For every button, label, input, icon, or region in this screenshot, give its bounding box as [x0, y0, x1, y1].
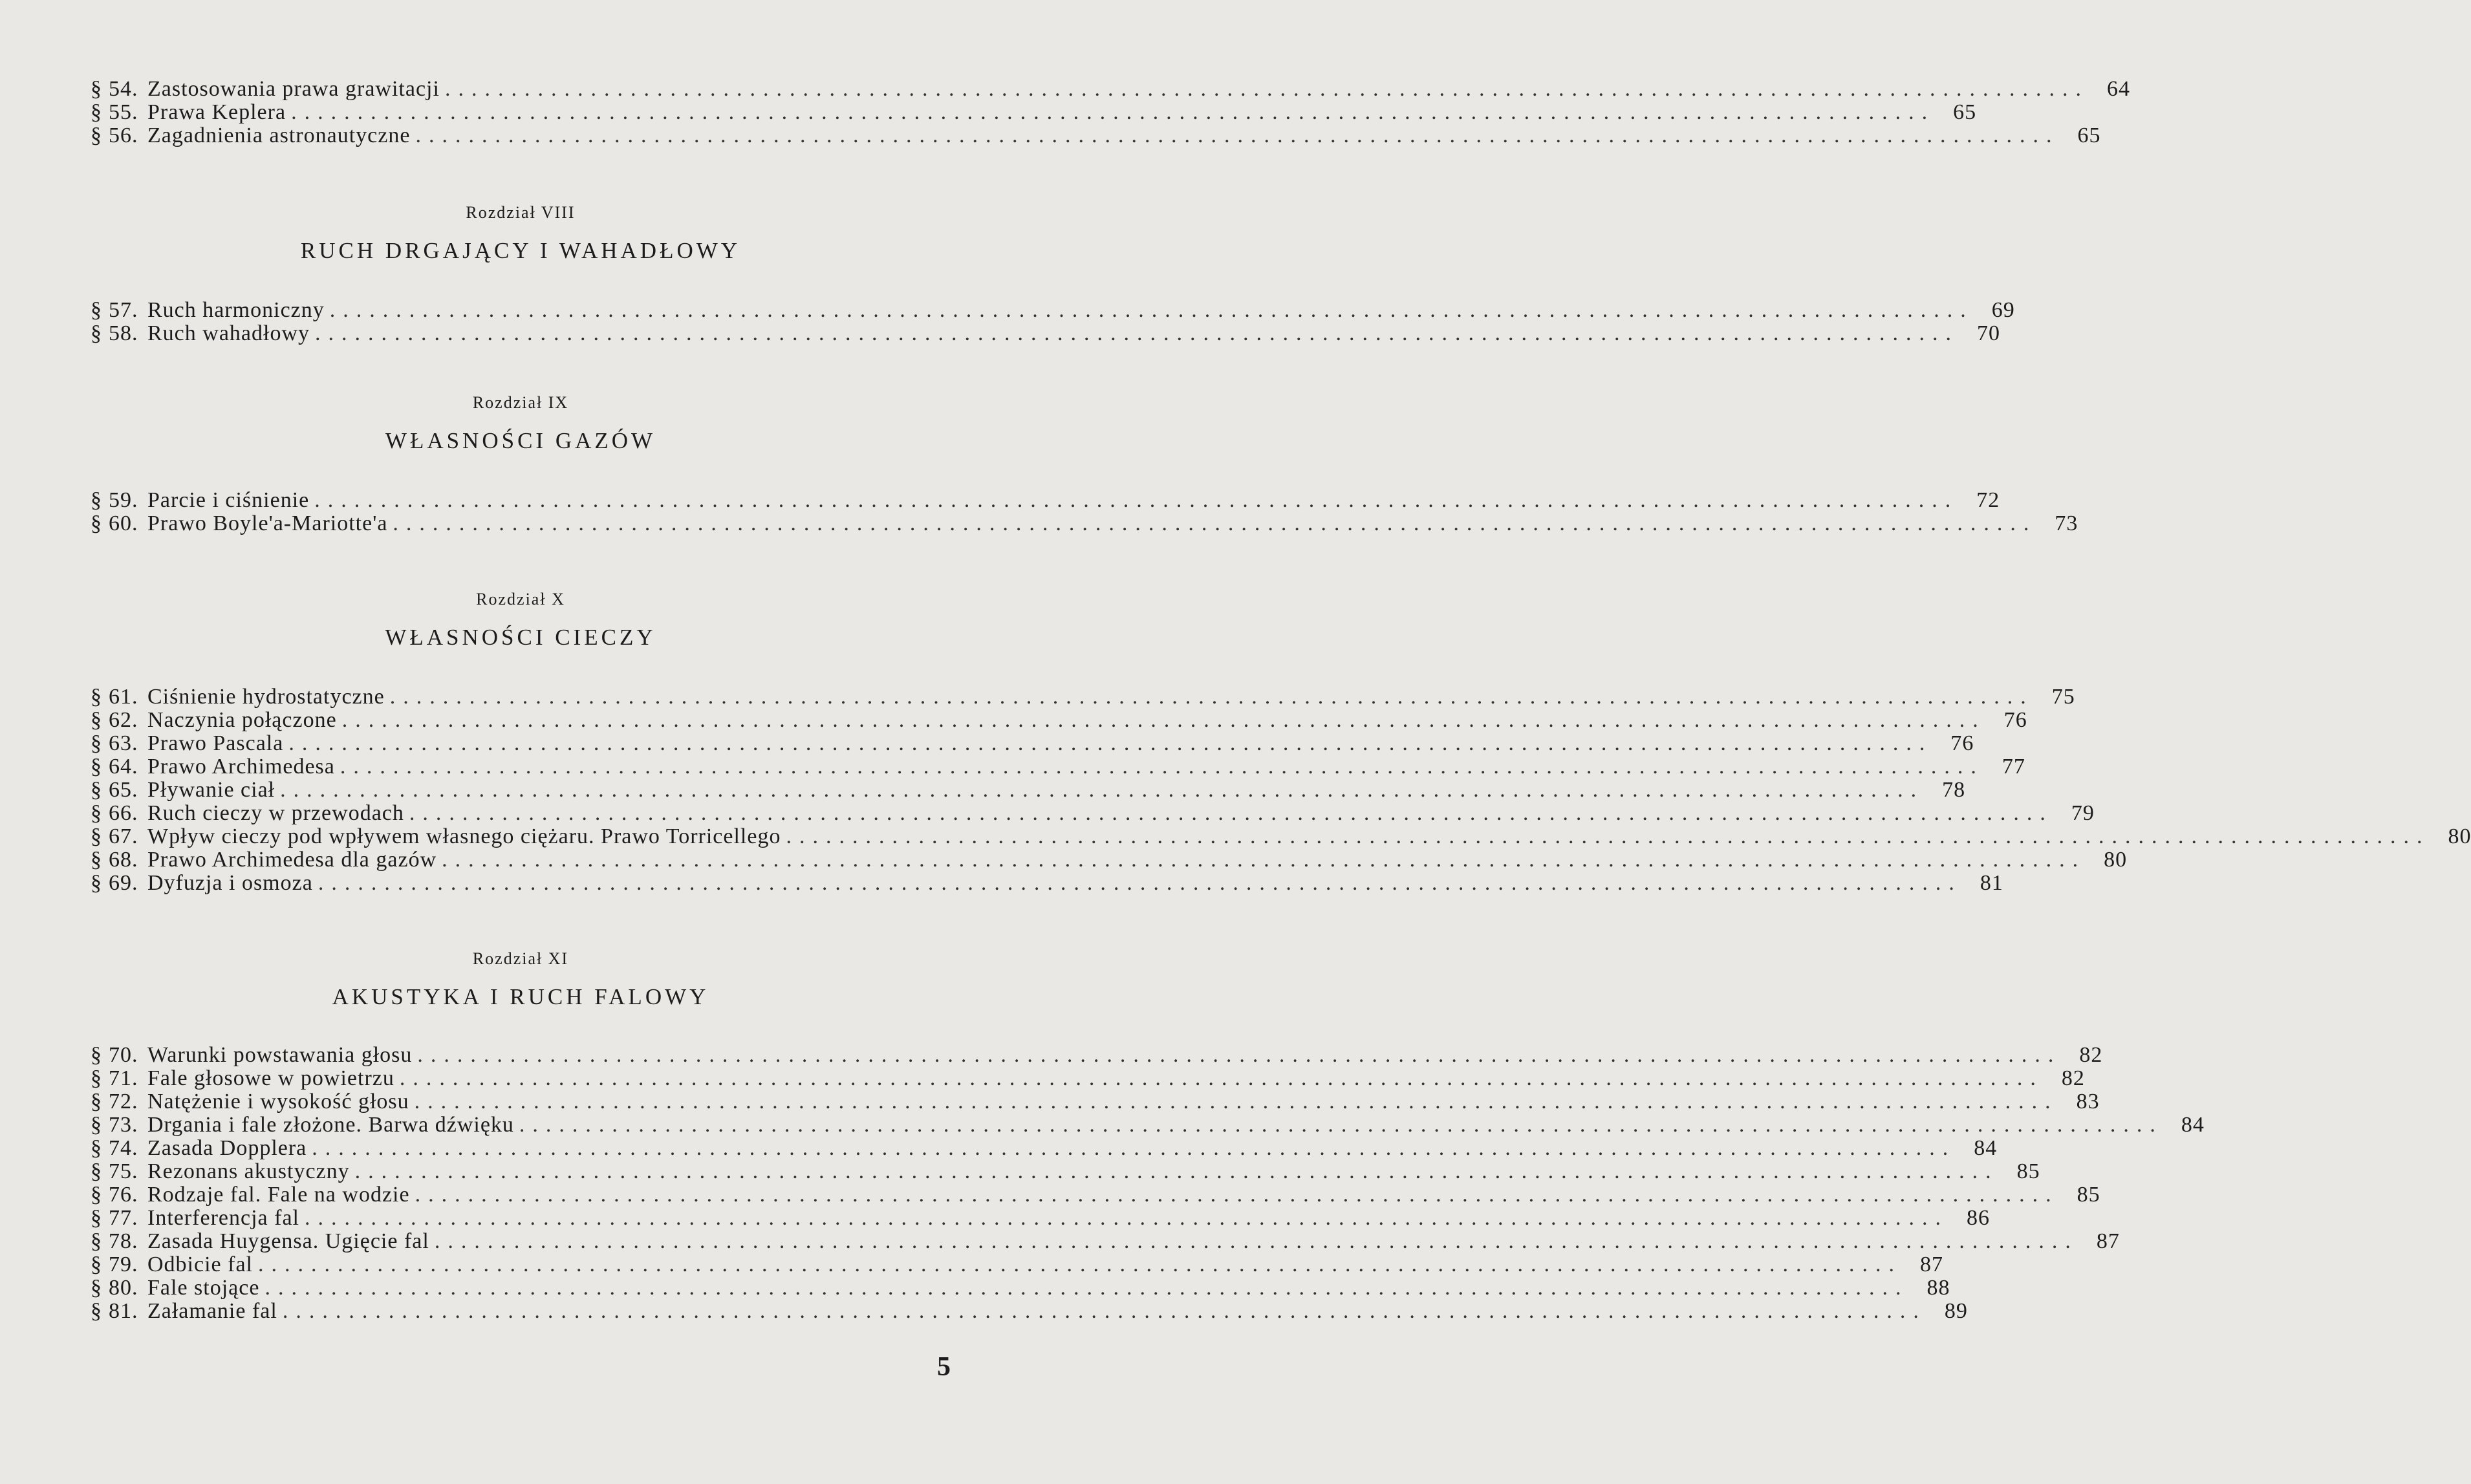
page-folio: 5 [937, 1352, 951, 1382]
section-number: 81. [109, 1299, 138, 1323]
page-number: 72 [1976, 488, 2000, 512]
dot-leader: ............................................................................................................................ [340, 755, 1984, 779]
toc-entry [91, 321, 2001, 345]
toc-entry [91, 1159, 2040, 1183]
section-title: Ruch harmoniczny [147, 298, 325, 322]
toc-entry [91, 778, 1966, 802]
dot-leader: ............................................................................................................................ [288, 731, 1933, 755]
toc-entry [91, 1183, 2100, 1207]
section-number: 62. [109, 708, 138, 732]
toc-group-chapter-11 [91, 1043, 2205, 1323]
page-number: 80 [2448, 824, 2471, 848]
toc-entry [91, 801, 2095, 825]
toc-entry [91, 1276, 1950, 1300]
toc-entry [91, 124, 2101, 147]
page-number: 85 [2016, 1159, 2040, 1183]
toc-entry [91, 708, 2027, 732]
toc-entry [91, 100, 1977, 124]
page-number: 82 [2079, 1043, 2103, 1067]
toc-entry [91, 1113, 2205, 1137]
section-title: Prawo Pascala [147, 731, 284, 755]
section-number: 58. [109, 321, 138, 345]
toc-entry [91, 1066, 2085, 1090]
dot-leader: ............................................................................................................................ [314, 488, 1959, 512]
page-number: 82 [2061, 1066, 2085, 1090]
dot-leader: ............................................................................................................................ [318, 871, 1962, 895]
section-number: 56. [109, 124, 138, 147]
toc-group-chapter-9 [91, 488, 2078, 535]
dot-leader: ............................................................................................................................ [258, 1253, 1902, 1276]
dot-leader: ............................................................................................................................ [417, 1043, 2062, 1067]
section-title: Rezonans akustyczny [147, 1159, 350, 1183]
dot-leader: ............................................................................................................................ [414, 1090, 2058, 1113]
dot-leader: ............................................................................................................................ [329, 298, 1974, 322]
section-sign: § [91, 1090, 102, 1113]
toc-entry [91, 731, 1974, 755]
chapter-label: Rozdział IX [472, 393, 569, 412]
section-title: Załamanie fal [147, 1299, 277, 1323]
section-sign: § [91, 1183, 102, 1207]
section-number: 73. [109, 1113, 138, 1137]
section-title: Wpływ cieczy pod wpływem własnego ciężaru. Prawo Torricellego [147, 824, 781, 848]
toc-entry [91, 685, 2075, 709]
section-sign: § [91, 1253, 102, 1276]
section-number: 68. [109, 848, 138, 872]
page-number: 85 [2077, 1183, 2100, 1207]
section-sign: § [91, 511, 102, 535]
section-sign: § [91, 848, 102, 872]
section-title: Dyfuzja i osmoza [147, 871, 313, 895]
section-number: 69. [109, 871, 138, 895]
section-title: Fale stojące [147, 1276, 260, 1300]
section-title: Parcie i ciśnienie [147, 488, 310, 512]
toc-group-chapter-10 [91, 685, 2471, 895]
toc-entry [91, 1090, 2100, 1113]
page-number: 76 [1950, 731, 1974, 755]
dot-leader: ............................................................................................................................ [341, 708, 1986, 732]
page-number: 84 [1974, 1136, 1998, 1160]
section-number: 76. [109, 1183, 138, 1207]
section-number: 77. [109, 1206, 138, 1230]
chapter-label: Rozdział X [476, 590, 565, 608]
page-number: 77 [2002, 755, 2025, 779]
dot-leader: ............................................................................................................................ [519, 1113, 2163, 1137]
section-title: Zasada Huygensa. Ugięcie fal [147, 1229, 429, 1253]
chapter-title: RUCH DRGAJĄCY I WAHADŁOWY [300, 238, 741, 263]
section-number: 80. [109, 1276, 138, 1300]
chapter-title: WŁASNOŚCI GAZÓW [385, 428, 656, 453]
section-sign: § [91, 685, 102, 709]
section-title: Naczynia połączone [147, 708, 337, 732]
page-number: 86 [1967, 1206, 1990, 1230]
dot-leader: ............................................................................................................................ [291, 100, 1936, 124]
section-sign: § [91, 708, 102, 732]
section-number: 59. [109, 488, 138, 512]
section-sign: § [91, 1043, 102, 1067]
section-sign: § [91, 1299, 102, 1323]
page-number: 89 [1944, 1299, 1968, 1323]
section-title: Ruch wahadłowy [147, 321, 310, 345]
section-number: 79. [109, 1253, 138, 1276]
section-title: Natężenie i wysokość głosu [147, 1090, 409, 1113]
page-number: 88 [1926, 1276, 1950, 1300]
page-number: 69 [1991, 298, 2015, 322]
dot-leader: ............................................................................................................................ [399, 1066, 2044, 1090]
dot-leader: ............................................................................................................................ [282, 1299, 1926, 1323]
toc-entry [91, 1206, 1990, 1230]
section-sign: § [91, 778, 102, 802]
section-sign: § [91, 488, 102, 512]
toc-group-chapter-8 [91, 298, 2015, 345]
dot-leader: ............................................................................................................................ [315, 321, 1959, 345]
page-number: 79 [2071, 801, 2095, 825]
page-number: 70 [1977, 321, 2001, 345]
section-number: 74. [109, 1136, 138, 1160]
section-number: 54. [109, 77, 138, 101]
section-title: Prawa Keplera [147, 100, 286, 124]
dot-leader: ............................................................................................................................ [434, 1229, 2078, 1253]
section-title: Zagadnienia astronautyczne [147, 124, 411, 147]
section-sign: § [91, 1229, 102, 1253]
toc-entry [91, 755, 2025, 779]
section-sign: § [91, 298, 102, 322]
dot-leader: ............................................................................................................................ [264, 1276, 1909, 1300]
page-number: 83 [2076, 1090, 2100, 1113]
section-title: Zasada Dopplera [147, 1136, 307, 1160]
toc-entry [91, 1043, 2103, 1067]
dot-leader: ............................................................................................................................ [305, 1206, 1948, 1230]
dot-leader: ............................................................................................................................ [786, 824, 2430, 848]
section-sign: § [91, 824, 102, 848]
page-number: 87 [2096, 1229, 2120, 1253]
section-number: 61. [109, 685, 138, 709]
dot-leader: ............................................................................................................................ [312, 1136, 1956, 1160]
section-sign: § [91, 100, 102, 124]
dot-leader: ............................................................................................................................ [393, 511, 2037, 535]
section-number: 55. [109, 100, 138, 124]
page-number: 75 [2051, 685, 2075, 709]
section-title: Ciśnienie hydrostatyczne [147, 685, 385, 709]
page-number: 80 [2104, 848, 2128, 872]
section-sign: § [91, 731, 102, 755]
dot-leader: ............................................................................................................................ [442, 848, 2086, 872]
page-number: 65 [2077, 124, 2101, 147]
section-number: 71. [109, 1066, 138, 1090]
chapter-label: Rozdział XI [472, 949, 569, 968]
section-sign: § [91, 801, 102, 825]
section-number: 57. [109, 298, 138, 322]
section-title: Fale głosowe w powietrzu [147, 1066, 394, 1090]
section-number: 60. [109, 511, 138, 535]
toc-entry [91, 1136, 1998, 1160]
section-sign: § [91, 1276, 102, 1300]
toc-entry [91, 871, 2003, 895]
section-title: Odbicie fal [147, 1253, 253, 1276]
section-title: Prawo Boyle'a-Mariotte'a [147, 511, 388, 535]
dot-leader: ............................................................................................................................ [409, 801, 2053, 825]
dot-leader: ............................................................................................................................ [354, 1159, 1999, 1183]
toc-group-continued [91, 77, 2130, 147]
toc-entry [91, 1229, 2120, 1253]
section-number: 70. [109, 1043, 138, 1067]
section-sign: § [91, 124, 102, 147]
section-number: 65. [109, 778, 138, 802]
section-number: 78. [109, 1229, 138, 1253]
section-title: Prawo Archimedesa [147, 755, 335, 779]
section-number: 63. [109, 731, 138, 755]
section-sign: § [91, 321, 102, 345]
section-title: Interferencja fal [147, 1206, 299, 1230]
page-number: 64 [2106, 77, 2130, 101]
section-number: 64. [109, 755, 138, 779]
toc-entry [91, 848, 2128, 872]
page-number: 73 [2055, 511, 2078, 535]
section-sign: § [91, 1159, 102, 1183]
chapter-label: Rozdział VIII [466, 203, 576, 222]
dot-leader: ............................................................................................................................ [280, 778, 1925, 802]
toc-entry [91, 824, 2471, 848]
section-title: Rodzaje fal. Fale na wodzie [147, 1183, 410, 1207]
page-number: 76 [2003, 708, 2027, 732]
dot-leader: ............................................................................................................................ [389, 685, 2034, 709]
toc-entry [91, 77, 2130, 101]
section-sign: § [91, 1066, 102, 1090]
section-title: Ruch cieczy w przewodach [147, 801, 404, 825]
page-number: 81 [1980, 871, 2003, 895]
dot-leader: ............................................................................................................................ [444, 77, 2089, 101]
toc-entry [91, 1253, 1943, 1276]
section-sign: § [91, 871, 102, 895]
dot-leader: ............................................................................................................................ [415, 1183, 2059, 1207]
dot-leader: ............................................................................................................................ [415, 124, 2060, 147]
section-sign: § [91, 1206, 102, 1230]
page-number: 84 [2181, 1113, 2205, 1137]
section-title: Zastosowania prawa grawitacji [147, 77, 440, 101]
toc-entry [91, 488, 2000, 512]
chapter-title: AKUSTYKA I RUCH FALOWY [332, 984, 709, 1009]
section-title: Warunki powstawania głosu [147, 1043, 413, 1067]
section-sign: § [91, 1136, 102, 1160]
toc-entry [91, 1299, 1968, 1323]
page-number: 78 [1942, 778, 1966, 802]
section-title: Drgania i fale złożone. Barwa dźwięku [147, 1113, 514, 1137]
page-number: 65 [1953, 100, 1977, 124]
section-title: Prawo Archimedesa dla gazów [147, 848, 437, 872]
section-title: Pływanie ciał [147, 778, 275, 802]
section-number: 75. [109, 1159, 138, 1183]
toc-entry [91, 298, 2015, 322]
section-sign: § [91, 755, 102, 779]
section-number: 72. [109, 1090, 138, 1113]
page-number: 87 [1920, 1253, 1943, 1276]
section-sign: § [91, 1113, 102, 1137]
toc-entry [91, 511, 2078, 535]
section-number: 66. [109, 801, 138, 825]
section-sign: § [91, 77, 102, 101]
section-number: 67. [109, 824, 138, 848]
chapter-title: WŁASNOŚCI CIECZY [385, 625, 656, 650]
